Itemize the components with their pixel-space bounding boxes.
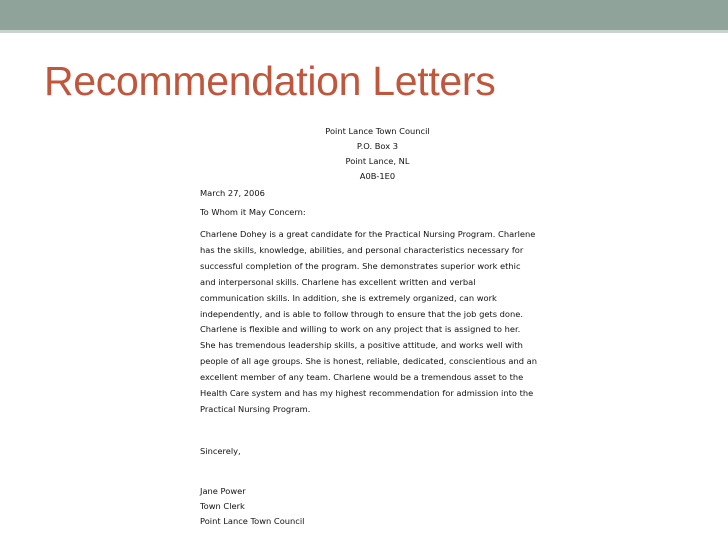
body-line: excellent member of any team. Charlene would be a tremendous asset to the xyxy=(200,372,524,383)
body-line: people of all age groups. She is honest, reliable, dedicated, conscientious and an xyxy=(200,356,537,367)
letter-date: March 27, 2006 xyxy=(200,188,265,198)
address-line: A0B-1E0 xyxy=(359,171,396,181)
body-line: successful completion of the program. She demonstrates superior work ethic xyxy=(200,260,521,271)
body-line: Health Care system and has my highest recommendation for admission into the xyxy=(200,388,534,399)
body-line: Practical Nursing Program. xyxy=(200,403,311,414)
body-line: She has tremendous leadership skills, a positive attitude, and works well with xyxy=(200,340,523,351)
header-band xyxy=(0,0,728,30)
body-line: communication skills. In addition, she is extremely organized, can work xyxy=(200,292,497,303)
address-line: P.O. Box 3 xyxy=(356,141,399,151)
body-line: Charlene Dohey is a great candidate for the Practical Nursing Program. Charlene xyxy=(200,229,536,239)
slide-title: Recommendation Letters xyxy=(44,58,496,104)
header-rule xyxy=(0,30,728,33)
body-line: Charlene is flexible and willing to work on any project that is assigned to her. xyxy=(200,324,521,335)
letter-closing: Sincerely, xyxy=(200,445,241,456)
letter-address xyxy=(210,124,545,184)
letter-body xyxy=(200,227,545,418)
recommendation-letter xyxy=(200,124,545,529)
signature-organization: Point Lance Town Council xyxy=(200,515,305,526)
address-line: Point Lance Town Council xyxy=(325,126,430,136)
letter-signature xyxy=(200,484,545,529)
body-line: has the skills, knowledge, abilities, and personal characteristics necessary for xyxy=(200,244,524,255)
body-line: independently, and is able to follow through to ensure that the job gets done. xyxy=(200,308,523,319)
signature-name: Jane Power xyxy=(200,485,246,496)
body-line: and interpersonal skills. Charlene has excellent written and verbal xyxy=(200,276,476,287)
signature-title: Town Clerk xyxy=(200,500,245,511)
letter-greeting: To Whom it May Concern: xyxy=(200,207,306,217)
address-line: Point Lance, NL xyxy=(345,156,410,166)
